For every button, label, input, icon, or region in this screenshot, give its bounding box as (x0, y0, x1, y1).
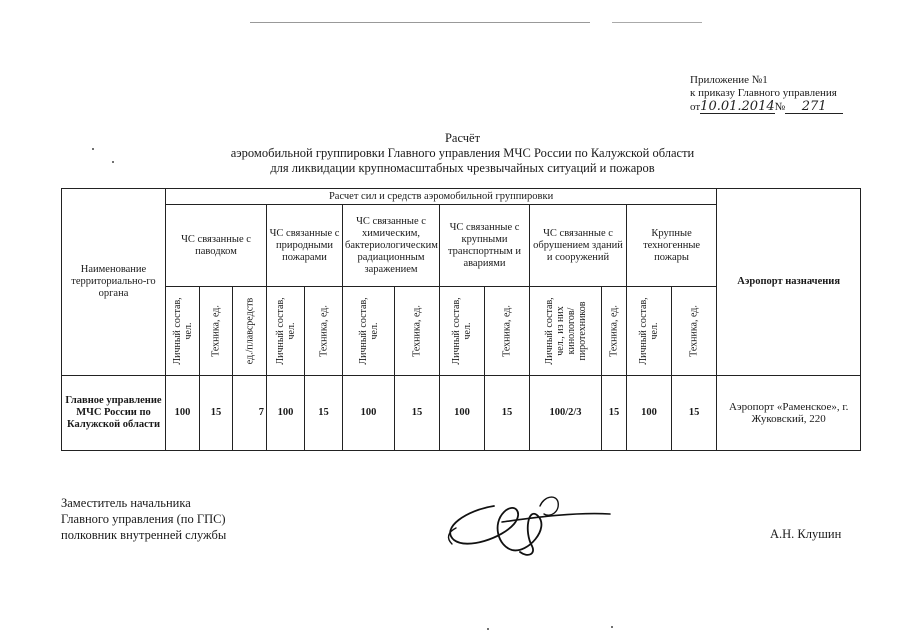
group-header: Расчет сил и средств аэромобильной группировки (166, 189, 717, 205)
scan-edge-line (250, 22, 590, 23)
category-header: ЧС связанные с крупными транспортным и авариями (440, 205, 530, 287)
subheader-cell: Техника, ед. (602, 287, 627, 375)
order-date: 10.01.2014 (700, 99, 775, 114)
scan-speck (611, 626, 613, 628)
category-header: ЧС связанные с химическим, бактериологическим радиационным заражением (343, 205, 440, 287)
value-cell: 15 (602, 375, 627, 450)
subheader-cell: Техника, ед. (672, 287, 717, 375)
value-cell: 15 (305, 375, 343, 450)
subheader-cell: Личный состав, чел. (440, 287, 485, 375)
appendix-date-line: от10.01.2014№ 271 (690, 100, 843, 114)
value-cell: 100 (267, 375, 305, 450)
order-number: 271 (785, 100, 843, 114)
subheader-cell: Техника, ед. (305, 287, 343, 375)
category-header: ЧС связанные с обрушением зданий и сооружений (530, 205, 627, 287)
scan-edge-line (612, 22, 702, 23)
airport-cell: Аэропорт «Раменское», г. Жуковский, 220 (717, 375, 861, 450)
value-cell: 100 (166, 375, 200, 450)
org-header: Наименование территориально-го органа (62, 189, 166, 376)
calculation-table (61, 188, 861, 451)
value-cell: 100 (440, 375, 485, 450)
appendix-block (690, 74, 843, 114)
subheader-cell: Личный состав, чел. (267, 287, 305, 375)
subheader-cell: Личный состав, чел. (166, 287, 200, 375)
signer-block (61, 495, 226, 543)
value-cell: 15 (200, 375, 233, 450)
org-cell: Главное управление МЧС России по Калужской области (62, 375, 166, 450)
scan-speck (487, 628, 489, 630)
signer-position-1: Заместитель начальника (61, 496, 191, 510)
value-cell: 7 (233, 375, 267, 450)
signer-rank: полковник внутренней службы (61, 528, 227, 542)
scan-speck (92, 148, 94, 150)
appendix-title: Приложение №1 (690, 74, 768, 86)
subheader-cell: Личный состав, чел. (627, 287, 672, 375)
subheader-cell: Личный состав, чел., из них кинологов/пиротехников (530, 287, 602, 375)
signer-name: А.Н. Клушин (770, 527, 842, 541)
value-cell: 15 (485, 375, 530, 450)
appendix-order: к приказу Главного управления (690, 87, 837, 99)
scan-speck (112, 161, 114, 163)
category-header: ЧС связанные с паводком (166, 205, 267, 287)
subheader-cell: Техника, ед. (485, 287, 530, 375)
value-cell: 100 (343, 375, 395, 450)
subheader-cell: Техника, ед. (200, 287, 233, 375)
category-header: ЧС связанные с природными пожарами (267, 205, 343, 287)
document-title (150, 131, 775, 176)
handwritten-signature (432, 488, 622, 568)
subheader-cell: Техника, ед. (395, 287, 440, 375)
signer-position-2: Главного управления (по ГПС) (61, 512, 226, 526)
value-cell: 100 (627, 375, 672, 450)
title-line-1: Расчёт (444, 131, 481, 145)
title-line-2: аэромобильной группировки Главного управления МЧС России по Калужской области (230, 146, 695, 160)
title-line-3: для ликвидации крупномасштабных чрезвычайных ситуаций и пожаров (270, 161, 655, 175)
subheader-cell: Личный состав, чел. (343, 287, 395, 375)
airport-header: Аэропорт назначения (717, 189, 861, 376)
value-cell: 100/2/3 (530, 375, 602, 450)
value-cell: 15 (672, 375, 717, 450)
value-cell: 15 (395, 375, 440, 450)
table-row (62, 375, 861, 450)
subheader-cell: ед./плавсредств (233, 287, 267, 375)
category-header: Крупные техногенные пожары (627, 205, 717, 287)
